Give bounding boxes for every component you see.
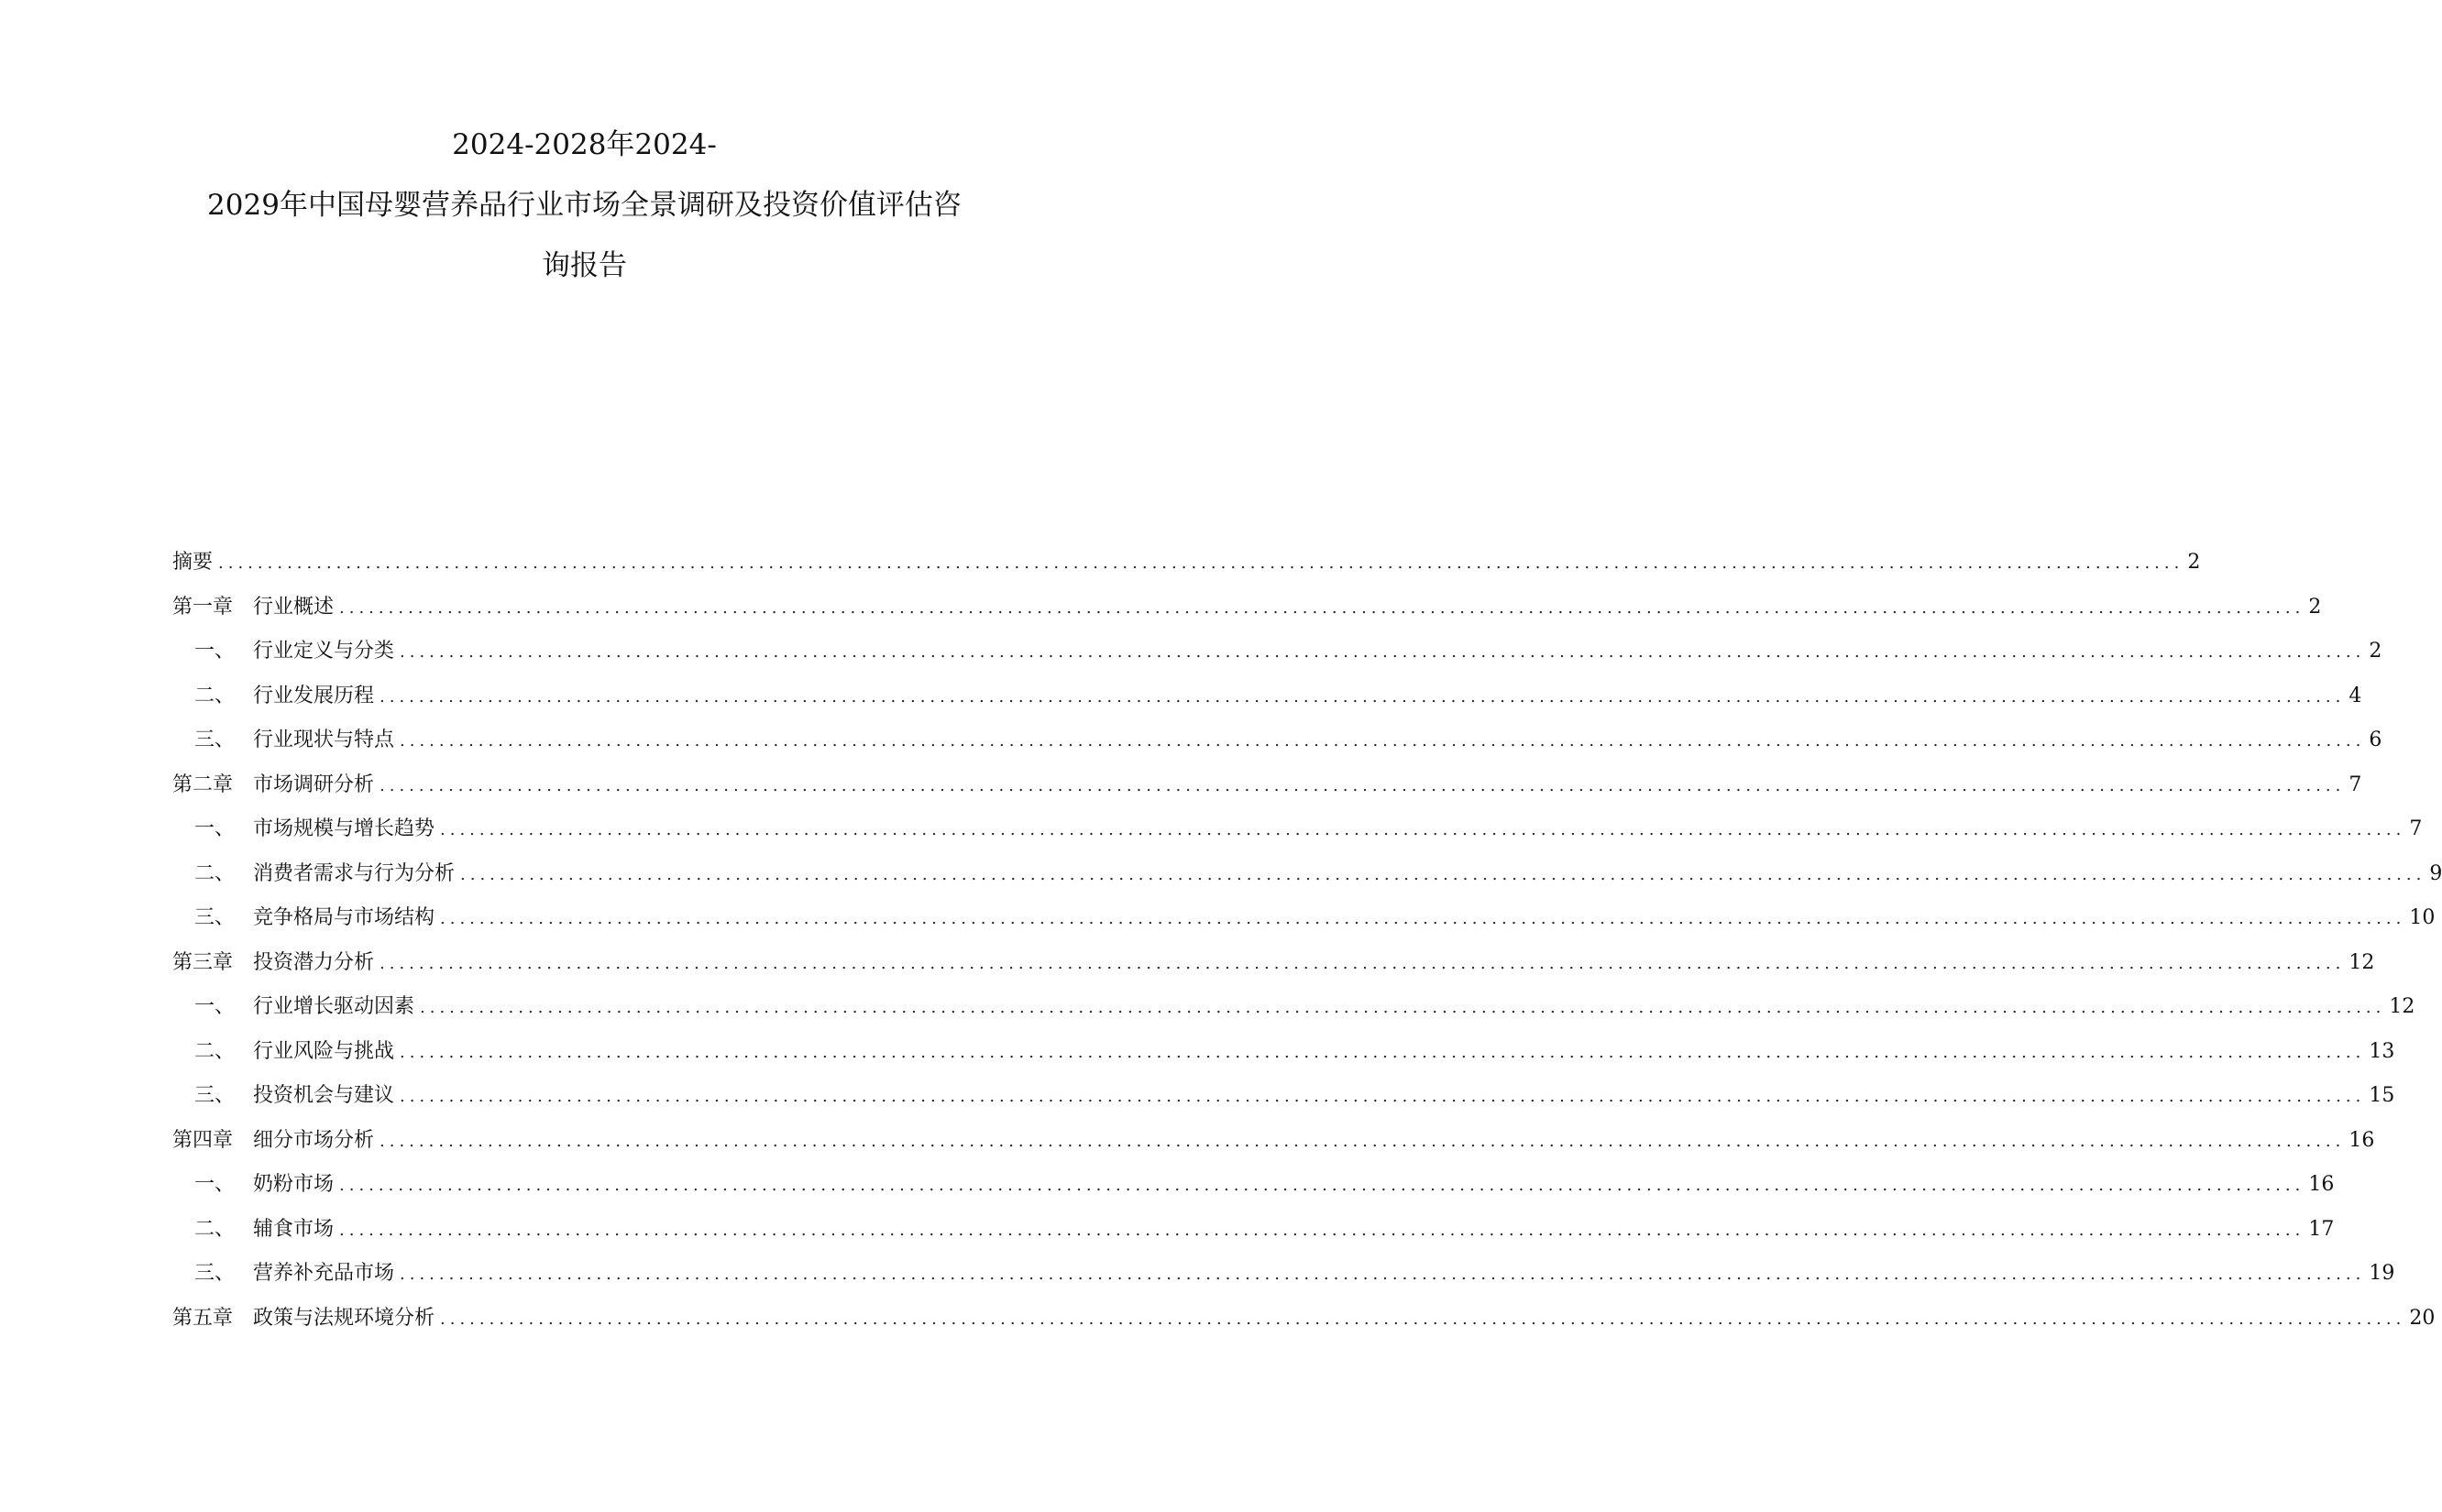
toc-entry-number: 二、 — [194, 684, 236, 707]
toc-entry[interactable] — [172, 1217, 2335, 1262]
toc-entry-title: 行业现状与特点 — [253, 729, 395, 751]
toc-dot-leader: ........................................................................................................................................................................................................ — [400, 642, 2366, 662]
toc-entry-title: 行业定义与分类 — [253, 640, 395, 663]
toc-entry-title: 营养补充品市场 — [253, 1262, 395, 1285]
toc-entry-number: 二、 — [194, 861, 236, 885]
toc-page-number: 16 — [2348, 1128, 2375, 1152]
toc-entry-number: 二、 — [194, 1217, 236, 1241]
toc-page-number: 19 — [2369, 1262, 2395, 1285]
toc-entry-title: 辅食市场 — [253, 1217, 335, 1241]
toc-page-number: 15 — [2369, 1084, 2395, 1107]
toc-page-number: 7 — [2409, 817, 2423, 840]
toc-entry-number: 一、 — [194, 1173, 236, 1196]
toc-dot-leader: ........................................................................................................................................................................................................ — [440, 909, 2406, 928]
toc-dot-leader: ........................................................................................................................................................................................................ — [420, 998, 2386, 1017]
toc-dot-leader: ........................................................................................................................................................................................................ — [440, 1309, 2406, 1329]
toc-page-number: 9 — [2429, 861, 2442, 885]
toc-entry[interactable] — [172, 684, 2362, 729]
toc-entry-number: 三、 — [194, 729, 236, 751]
toc-dot-leader: ........................................................................................................................................................................................................ — [400, 1265, 2366, 1284]
title-line-1: 2024-2028年2024- — [452, 128, 717, 161]
toc-entry-number: 第一章 — [172, 595, 234, 619]
toc-dot-leader: ........................................................................................................................................................................................................ — [380, 1131, 2346, 1151]
toc-entry[interactable] — [172, 1083, 2395, 1128]
toc-entry[interactable] — [172, 950, 2375, 995]
toc-entry-title: 行业增长驱动因素 — [253, 995, 415, 1018]
toc-page-number: 2 — [2369, 640, 2382, 663]
toc-entry-title: 投资机会与建议 — [253, 1084, 395, 1107]
toc-entry[interactable] — [172, 1039, 2395, 1084]
toc-entry-number: 三、 — [194, 1084, 236, 1107]
toc-page-number: 12 — [2389, 995, 2415, 1018]
title-line-3: 询报告 — [542, 249, 627, 282]
toc-entry[interactable] — [172, 1261, 2395, 1306]
toc-entry-number: 三、 — [194, 906, 236, 929]
toc-dot-leader: ........................................................................................................................................................................................................ — [400, 1087, 2366, 1106]
toc-entry-title: 投资潜力分析 — [253, 950, 375, 974]
toc-entry-number: 一、 — [194, 995, 236, 1018]
toc-entry-number: 第五章 — [172, 1306, 234, 1330]
toc-entry-number: 一、 — [194, 640, 236, 663]
toc-entry-title: 市场调研分析 — [253, 772, 375, 796]
toc-entry-title: 行业概述 — [253, 595, 335, 619]
toc-dot-leader: ........................................................................................................................................................................................................ — [218, 553, 2184, 573]
toc-dot-leader: ........................................................................................................................................................................................................ — [400, 731, 2366, 751]
toc-entry-title: 竞争格局与市场结构 — [253, 906, 435, 929]
toc-page-number: 12 — [2348, 950, 2375, 974]
toc-entry[interactable] — [172, 861, 2442, 906]
toc-page-number: 2 — [2308, 595, 2322, 619]
toc-entry-title: 细分市场分析 — [253, 1128, 375, 1152]
toc-entry[interactable] — [172, 1128, 2375, 1173]
toc-entry-title: 政策与法规环境分析 — [253, 1306, 435, 1330]
toc-entry-title: 行业风险与挑战 — [253, 1039, 395, 1063]
toc-page-number: 7 — [2348, 772, 2362, 796]
toc-page-number: 16 — [2308, 1173, 2335, 1196]
toc-entry[interactable] — [172, 1306, 2436, 1351]
toc-entry-number: 第三章 — [172, 950, 234, 974]
toc-dot-leader: ........................................................................................................................................................................................................ — [380, 953, 2346, 973]
toc-entry-title: 市场规模与增长趋势 — [253, 817, 435, 840]
toc-dot-leader: ........................................................................................................................................................................................................ — [339, 1220, 2305, 1240]
toc-entry[interactable] — [172, 639, 2382, 684]
toc-entry-title: 行业发展历程 — [253, 684, 375, 707]
toc-page-number: 13 — [2369, 1039, 2395, 1063]
toc-entry-number: 第四章 — [172, 1128, 234, 1152]
toc-entry[interactable] — [172, 772, 2362, 817]
toc-page-number: 10 — [2409, 906, 2436, 929]
toc-entry-title: 奶粉市场 — [253, 1173, 335, 1196]
toc-dot-leader: ........................................................................................................................................................................................................ — [339, 597, 2305, 618]
document-title — [0, 126, 1169, 308]
toc-dot-leader: ........................................................................................................................................................................................................ — [400, 1042, 2366, 1062]
toc-entry[interactable] — [172, 550, 2201, 595]
toc-page-number: 20 — [2409, 1306, 2436, 1330]
toc-dot-leader: ........................................................................................................................................................................................................ — [440, 820, 2406, 839]
toc-dot-leader: ........................................................................................................................................................................................................ — [380, 686, 2346, 707]
toc-entry-number: 二、 — [194, 1039, 236, 1063]
table-of-contents — [172, 550, 2442, 1350]
toc-entry-number: 第二章 — [172, 772, 234, 796]
toc-dot-leader: ........................................................................................................................................................................................................ — [339, 1176, 2305, 1195]
toc-entry[interactable] — [172, 1172, 2335, 1217]
toc-entry[interactable] — [172, 905, 2436, 950]
toc-entry[interactable] — [172, 816, 2423, 861]
toc-entry[interactable] — [172, 595, 2322, 640]
toc-page-number: 17 — [2308, 1217, 2335, 1241]
toc-dot-leader: ........................................................................................................................................................................................................ — [460, 864, 2426, 884]
toc-page-number: 6 — [2369, 729, 2382, 751]
toc-entry[interactable] — [172, 994, 2415, 1039]
toc-entry-number: 一、 — [194, 817, 236, 840]
toc-page-number: 4 — [2348, 684, 2362, 707]
toc-dot-leader: ........................................................................................................................................................................................................ — [380, 775, 2346, 795]
toc-entry-number: 三、 — [194, 1262, 236, 1285]
title-line-2: 2029年中国母婴营养品行业市场全景调研及投资价值评估咨 — [207, 189, 962, 222]
toc-entry-title: 摘要 — [172, 551, 214, 574]
toc-page-number: 2 — [2187, 551, 2201, 574]
toc-entry[interactable] — [172, 728, 2382, 772]
toc-entry-title: 消费者需求与行为分析 — [253, 861, 456, 885]
